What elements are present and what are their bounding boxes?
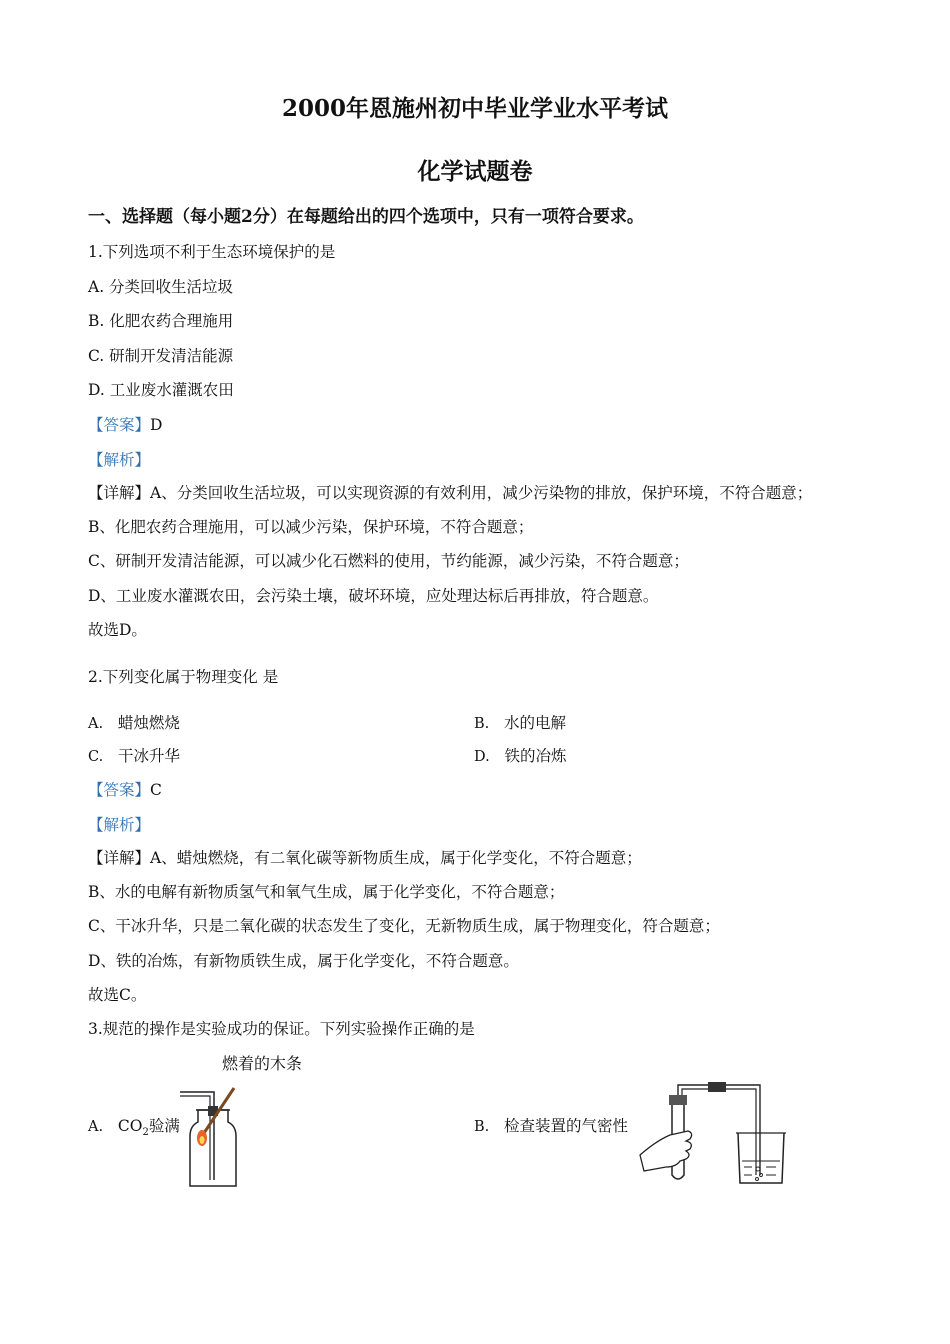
q3-option-a-formula: CO [117, 1117, 143, 1135]
q1-detail-line-3: C、研制开发清洁能源，可以减少化石燃料的使用，节约能源，减少污染，不符合题意； [88, 552, 689, 570]
airtightness-check-figure [636, 1075, 786, 1190]
q3-option-a [88, 1116, 180, 1143]
section-heading: 一、选择题（每小题2分）在每题给出的四个选项中，只有一项符合要求。 [88, 207, 644, 227]
q2-option-d [474, 746, 567, 767]
q2-option-a-letter: A. [88, 716, 104, 732]
q2-option-c-text: 干冰升华 [117, 747, 180, 765]
q1-detail-line-1 [88, 483, 812, 503]
q3-option-a-subscript: 2 [142, 1127, 149, 1139]
q2-detail-text-1: A、蜡烛燃烧，有二氧化碳等新物质生成，属于化学变化，不符合题意； [150, 849, 642, 867]
exam-subtitle: 化学试题卷 [417, 158, 533, 185]
q1-detail-line-2: B、化肥农药合理施用，可以减少污染，保护环境，不符合题意； [88, 518, 534, 536]
q1-option-b: B. 化肥农药合理施用 [88, 312, 234, 330]
q2-option-b-text: 水的电解 [504, 714, 567, 732]
q2-option-d-letter: D. [474, 749, 490, 765]
q2-option-a [88, 713, 180, 734]
q3-option-a-letter: A. [88, 1119, 104, 1135]
q2-answer [88, 780, 162, 800]
q2-detail-line-2: B、水的电解有新物质氢气和氧气生成，属于化学变化，不符合题意； [88, 883, 565, 901]
q2-detail-line-4: D、铁的冶炼，有新物质铁生成，属于化学变化，不符合题意。 [88, 952, 519, 970]
q2-answer-tag: 【答案】 [88, 781, 151, 799]
q2-detail-line-1 [88, 848, 642, 868]
q2-stem: 2.下列变化属于物理变化 是 [88, 668, 279, 686]
q2-answer-value: C [150, 781, 162, 799]
q2-option-d-text: 铁的冶炼 [504, 747, 567, 765]
q2-conclusion: 故选C。 [88, 986, 147, 1004]
q2-option-c-letter: C. [88, 749, 104, 765]
q3-option-a-text: 验满 [148, 1117, 180, 1135]
q3-option-b-text: 检查装置的气密性 [504, 1117, 629, 1135]
q1-detail-text-1: A、分类回收生活垃圾，可以实现资源的有效利用，减少污染物的排放，保护环境，不符合题意； [150, 484, 813, 502]
q2-option-b [474, 713, 566, 734]
q1-answer [88, 415, 162, 435]
q1-conclusion: 故选D。 [88, 621, 147, 639]
q3-option-b-letter: B. [474, 1119, 490, 1135]
q3-option-b [474, 1116, 628, 1137]
q1-detail-tag: 【详解】 [88, 484, 151, 502]
exam-title: 2000年恩施州初中毕业学业水平考试 [281, 95, 668, 122]
q2-option-b-letter: B. [474, 716, 490, 732]
co2-collection-bottle-figure [176, 1080, 246, 1192]
q3-stem: 3.规范的操作是实验成功的保证。下列实验操作正确的是 [88, 1020, 475, 1038]
q1-analysis-tag: 【解析】 [88, 451, 151, 469]
q3-figure-a-caption: 燃着的木条 [222, 1054, 303, 1073]
q1-answer-tag: 【答案】 [88, 416, 151, 434]
q1-option-a: A. 分类回收生活垃圾 [88, 278, 234, 296]
q1-stem: 1.下列选项不利于生态环境保护的是 [88, 243, 336, 261]
q1-option-d: D. 工业废水灌溉农田 [88, 381, 234, 399]
q2-detail-line-3: C、干冰升华，只是二氧化碳的状态发生了变化，无新物质生成，属于物理变化，符合题意； [88, 917, 720, 935]
q1-answer-value: D [150, 416, 163, 434]
q2-analysis-tag: 【解析】 [88, 816, 151, 834]
q2-option-c [88, 746, 180, 767]
q1-detail-line-4: D、工业废水灌溉农田，会污染土壤，破坏环境，应处理达标后再排放，符合题意。 [88, 587, 659, 605]
q2-option-a-text: 蜡烛燃烧 [117, 714, 180, 732]
q2-detail-tag: 【详解】 [88, 849, 151, 867]
q1-option-c: C. 研制开发清洁能源 [88, 347, 234, 365]
